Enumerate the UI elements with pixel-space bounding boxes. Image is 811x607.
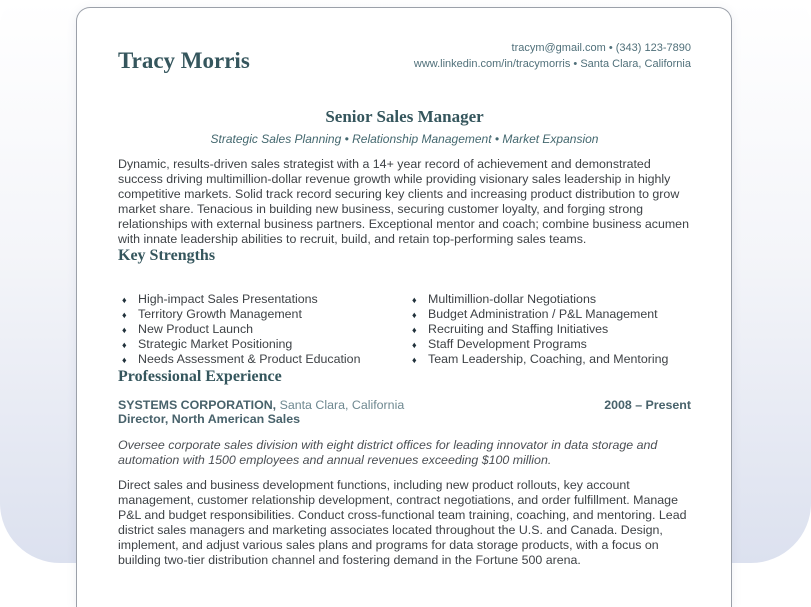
section-heading-key-strengths: Key Strengths [118, 247, 216, 265]
organization-summary: Oversee corporate sales division with eight district offices for leading innovator in data storage and automation with 1500 employees and annual revenues exceeding $100 million. [118, 438, 658, 468]
title-block [118, 107, 691, 146]
strength-label: Needs Assessment & Product Education [138, 351, 361, 366]
strength-label: Budget Administration / P&L Management [428, 307, 658, 322]
summary-paragraph: Dynamic, results-driven sales strategist with a 14+ year record of achievement and demonstrated success driving multimillion-dollar revenue growth while providing visionary sales leadership in highly competitive markets. Solid track record securing key clients and increasing product distribution to grow market share. Tenacious in building new business, securing customer loyalty, and forging strong relationships with external business partners. Exceptional mentor and coach; combine business acumen with innate leadership abilities to recruit, build, and retain top-performing sales teams. [118, 157, 689, 246]
diamond-bullet-icon: ♦ [412, 310, 417, 321]
company-line [118, 398, 404, 412]
resume-title: Senior Sales Manager [325, 107, 484, 126]
job-header-row [118, 398, 691, 412]
resume-subtitle: Strategic Sales Planning • Relationship Management • Market Expansion [210, 132, 599, 146]
strength-label: Strategic Market Positioning [138, 336, 293, 351]
list-item [408, 293, 691, 308]
diamond-bullet-icon: ♦ [122, 295, 127, 306]
list-item [118, 323, 408, 338]
diamond-bullet-icon: ♦ [412, 325, 417, 336]
diamond-bullet-icon: ♦ [412, 339, 417, 350]
strength-label: Staff Development Programs [428, 336, 587, 351]
list-item [408, 338, 691, 353]
list-item [408, 323, 691, 338]
list-item [118, 308, 408, 323]
strength-label: Recruiting and Staffing Initiatives [428, 322, 609, 337]
list-item [408, 353, 691, 368]
company-name: SYSTEMS CORPORATION, [118, 398, 277, 413]
list-item [118, 353, 408, 368]
contact-info [414, 40, 691, 72]
contact-line-email-phone: tracym@gmail.com • (343) 123-7890 [511, 42, 691, 54]
key-strengths-column-right [408, 293, 691, 367]
company-location: Santa Clara, California [279, 398, 405, 413]
strength-label: New Product Launch [138, 322, 254, 337]
contact-line-linkedin-location: www.linkedin.com/in/tracymorris • Santa Clara, California [413, 58, 691, 70]
key-strengths-columns [118, 293, 691, 367]
strength-label: Multimillion-dollar Negotiations [428, 292, 597, 307]
list-item [118, 293, 408, 308]
employment-dates: 2008 – Present [604, 398, 691, 413]
diamond-bullet-icon: ♦ [122, 310, 127, 321]
strength-label: High-impact Sales Presentations [138, 292, 318, 307]
section-heading-professional-experience: Professional Experience [118, 368, 282, 386]
diamond-bullet-icon: ♦ [122, 354, 127, 365]
diamond-bullet-icon: ♦ [122, 325, 127, 336]
diamond-bullet-icon: ♦ [412, 354, 417, 365]
strength-label: Team Leadership, Coaching, and Mentoring [428, 351, 669, 366]
resume-header [118, 40, 691, 75]
job-description: Direct sales and business development functions, including new product rollouts, key account management, customer relationship development, contract negotiations, and order fulfillment. Manage P&L and budget responsibilities. Conduct cross-functional team training, coaching, and mentoring. Lead district sales managers and marketing associates located throughout the U.S. and Canada. Design, implement, and adjust various sales plans and programs for data storage products, with a focus on building two-tier distribution channel and fostering demand in the Fortune 500 arena. [118, 478, 687, 568]
diamond-bullet-icon: ♦ [412, 295, 417, 306]
list-item [408, 308, 691, 323]
key-strengths-column-left [118, 293, 408, 367]
job-role: Director, North American Sales [118, 412, 301, 427]
resume-page [76, 7, 732, 607]
list-item [118, 338, 408, 353]
diamond-bullet-icon: ♦ [122, 339, 127, 350]
strength-label: Territory Growth Management [138, 307, 302, 322]
candidate-name: Tracy Morris [118, 48, 250, 73]
